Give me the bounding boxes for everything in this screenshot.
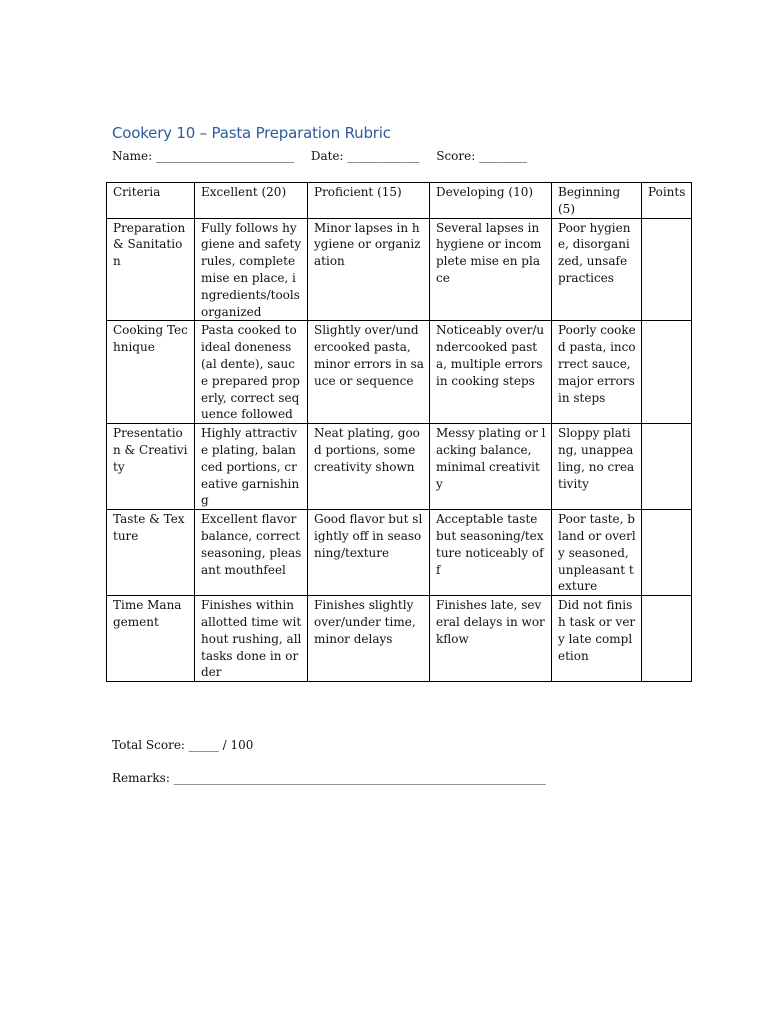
remarks-line: Remarks: ______________________________________________________________	[112, 771, 546, 785]
header-beginning: Beginning (5)	[552, 183, 642, 219]
developing-cell: Messy plating or lacking balance, minimal creativity	[430, 424, 552, 510]
proficient-cell: Minor lapses in hygiene or organization	[308, 218, 430, 321]
points-cell[interactable]	[642, 596, 692, 682]
developing-cell: Finishes late, several delays in workflow	[430, 596, 552, 682]
excellent-cell: Highly attractive plating, balanced portions, creative garnishing	[195, 424, 308, 510]
student-info-line	[112, 149, 540, 163]
rubric-row-presentation-creativity	[107, 424, 692, 510]
beginning-cell: Poor hygiene, disorganized, unsafe practices	[552, 218, 642, 321]
developing-cell: Acceptable taste but seasoning/texture noticeably off	[430, 510, 552, 596]
header-developing: Developing (10)	[430, 183, 552, 219]
proficient-cell: Slightly over/undercooked pasta, minor errors in sauce or sequence	[308, 321, 430, 424]
beginning-cell: Sloppy plating, unappealing, no creativity	[552, 424, 642, 510]
rubric-row-taste-texture	[107, 510, 692, 596]
points-cell[interactable]	[642, 510, 692, 596]
header-proficient: Proficient (15)	[308, 183, 430, 219]
header-points: Points	[642, 183, 692, 219]
excellent-cell: Excellent flavor balance, correct seasoning, pleasant mouthfeel	[195, 510, 308, 596]
proficient-cell: Good flavor but slightly off in seasoning/texture	[308, 510, 430, 596]
score-field: Score: ________	[436, 149, 528, 163]
developing-cell: Several lapses in hygiene or incomplete mise en place	[430, 218, 552, 321]
points-cell[interactable]	[642, 424, 692, 510]
header-criteria: Criteria	[107, 183, 195, 219]
excellent-cell: Fully follows hygiene and safety rules, complete mise en place, ingredients/tools organized	[195, 218, 308, 321]
excellent-cell: Pasta cooked to ideal doneness (al dente), sauce prepared properly, correct sequence followed	[195, 321, 308, 424]
name-field: Name: _______________________	[112, 149, 294, 163]
rubric-row-cooking-technique	[107, 321, 692, 424]
beginning-cell: Did not finish task or very late completion	[552, 596, 642, 682]
criteria-cell: Presentation & Creativity	[107, 424, 195, 510]
criteria-cell: Cooking Technique	[107, 321, 195, 424]
criteria-cell: Preparation & Sanitation	[107, 218, 195, 321]
points-cell[interactable]	[642, 321, 692, 424]
rubric-row-preparation-sanitation	[107, 218, 692, 321]
rubric-row-time-management	[107, 596, 692, 682]
document-title: Cookery 10 – Pasta Preparation Rubric	[112, 124, 391, 142]
developing-cell: Noticeably over/undercooked pasta, multiple errors in cooking steps	[430, 321, 552, 424]
beginning-cell: Poorly cooked pasta, incorrect sauce, major errors in steps	[552, 321, 642, 424]
date-field: Date: ____________	[310, 149, 420, 163]
points-cell[interactable]	[642, 218, 692, 321]
total-score-line: Total Score: _____ / 100	[112, 738, 254, 752]
excellent-cell: Finishes within allotted time without rushing, all tasks done in order	[195, 596, 308, 682]
header-excellent: Excellent (20)	[195, 183, 308, 219]
criteria-cell: Time Management	[107, 596, 195, 682]
proficient-cell: Neat plating, good portions, some creativity shown	[308, 424, 430, 510]
beginning-cell: Poor taste, bland or overly seasoned, unpleasant texture	[552, 510, 642, 596]
rubric-header-row	[107, 183, 692, 219]
criteria-cell: Taste & Texture	[107, 510, 195, 596]
rubric-table	[106, 182, 692, 682]
proficient-cell: Finishes slightly over/under time, minor delays	[308, 596, 430, 682]
